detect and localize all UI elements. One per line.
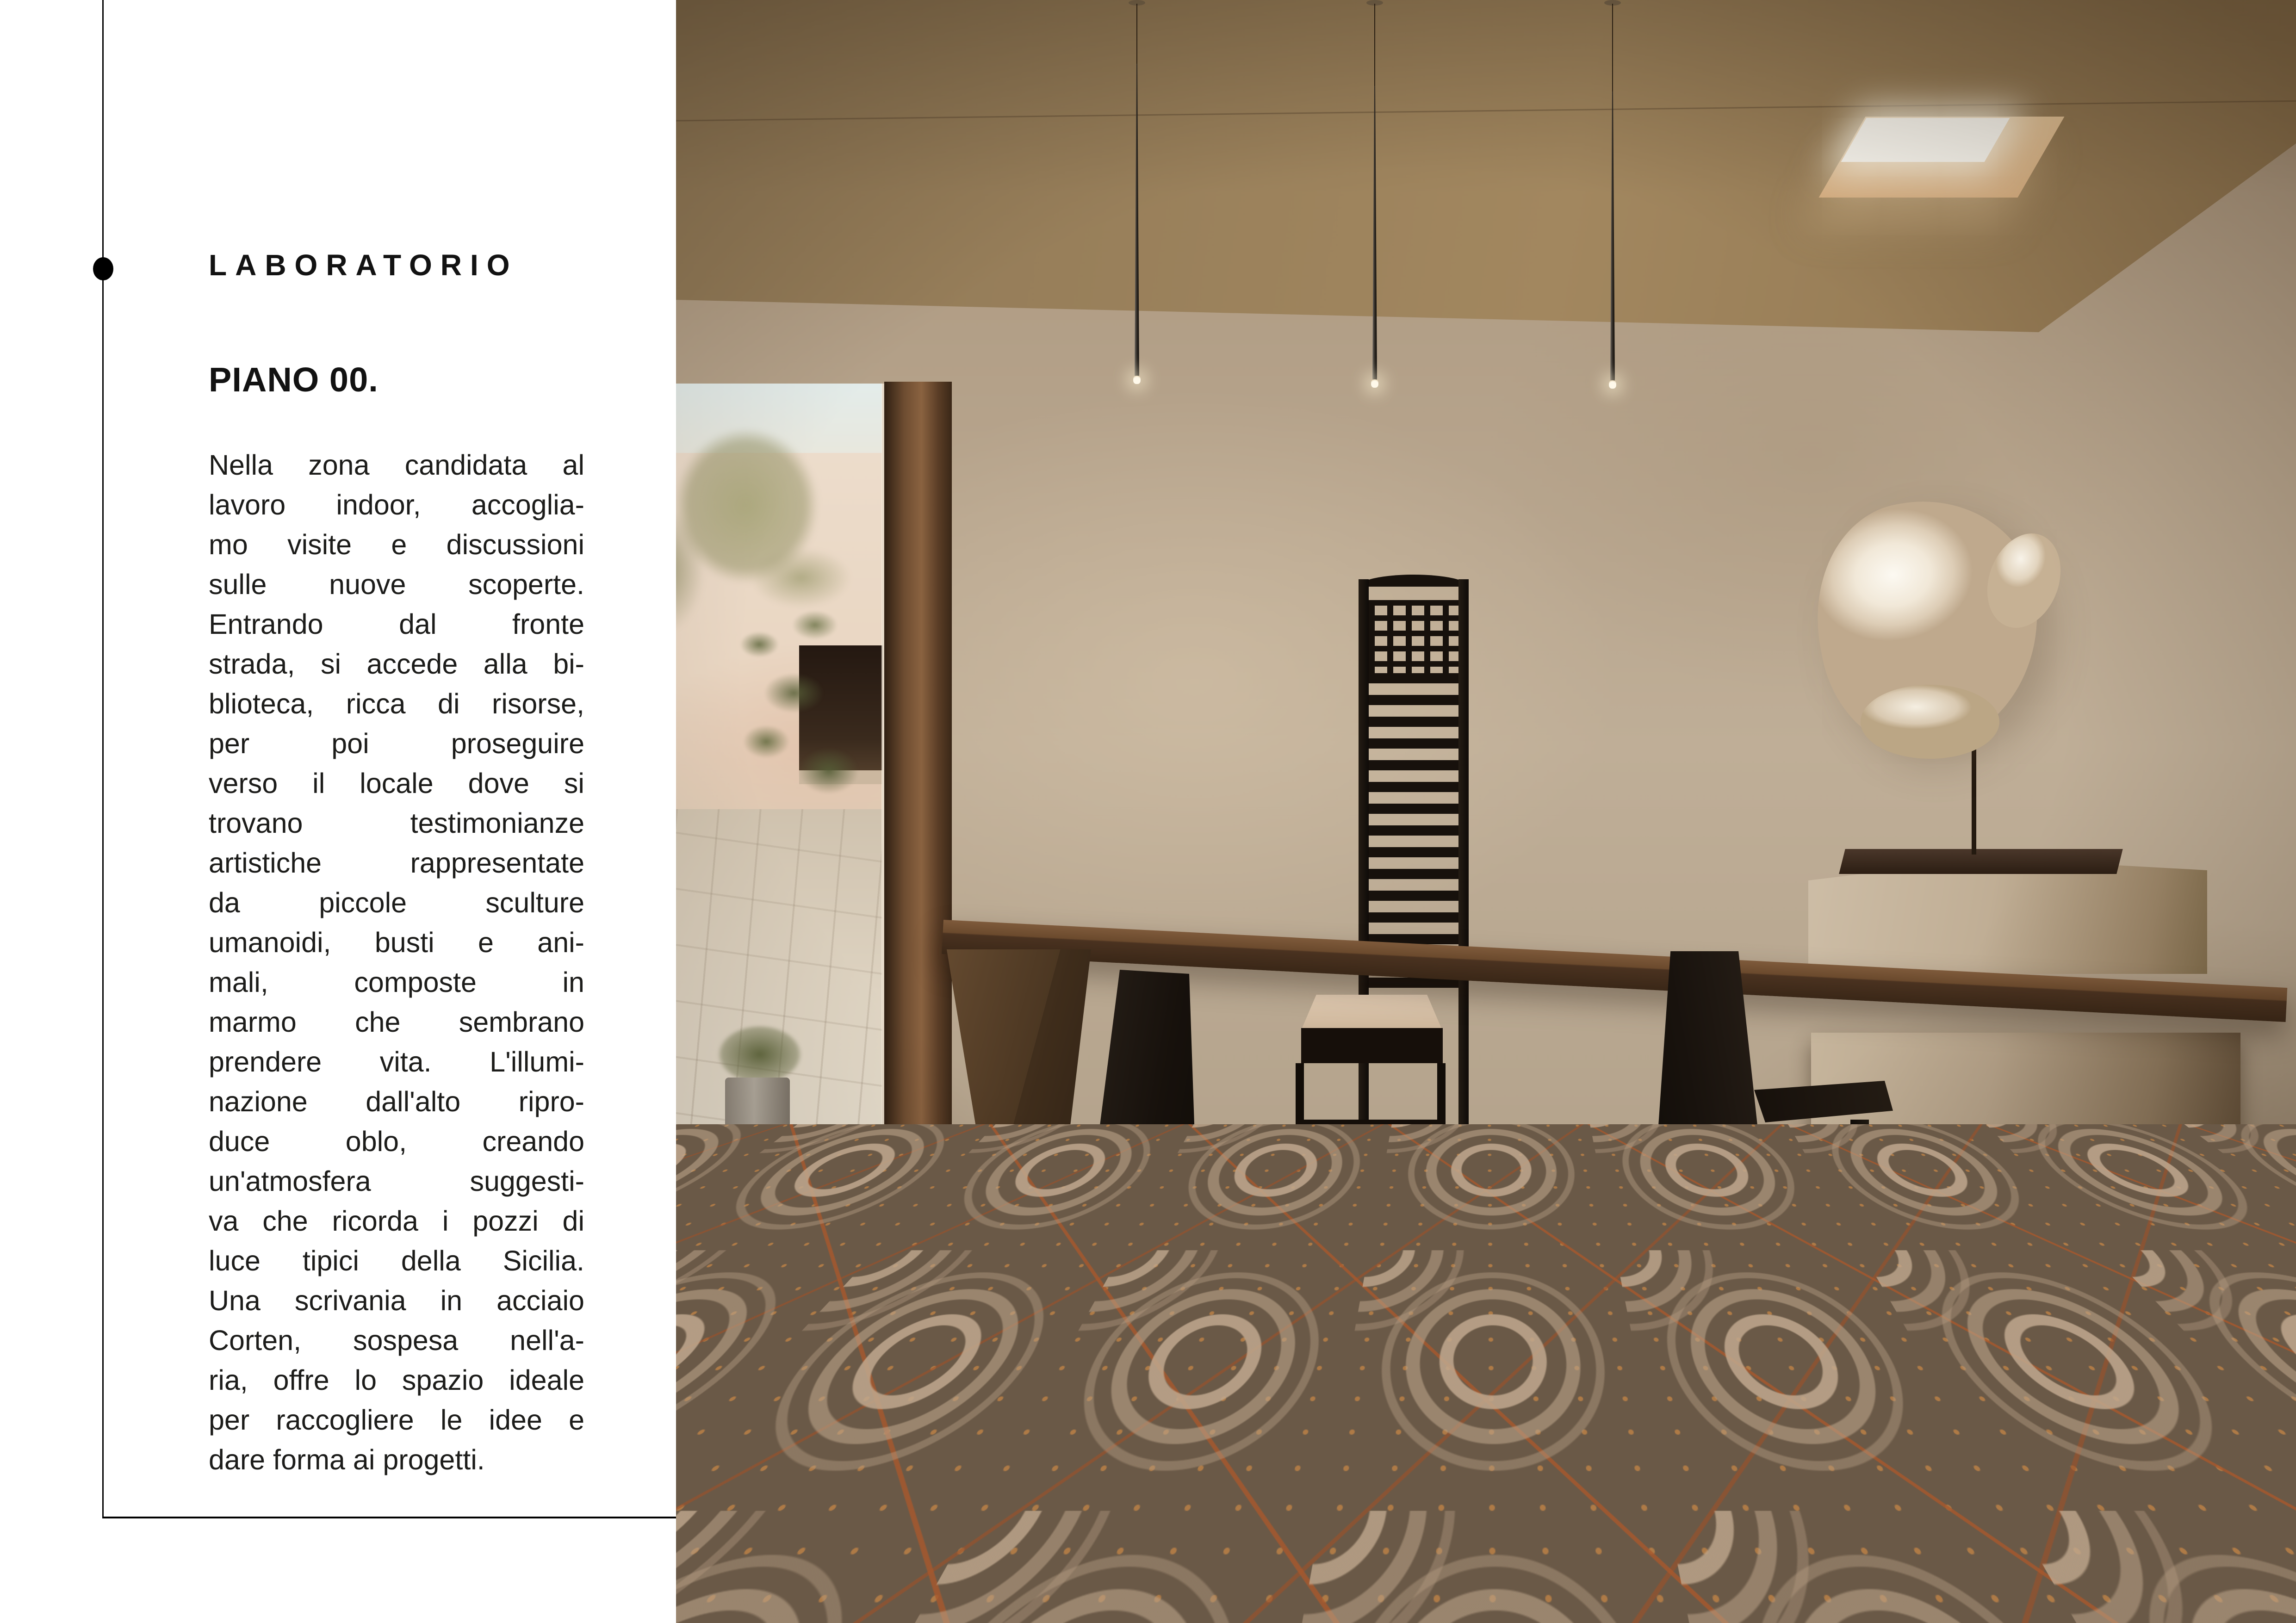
body-line: strada, si accede alla bi- (209, 648, 584, 680)
body-paragraph (209, 445, 584, 1480)
body-line: lavoro indoor, accoglia- (209, 489, 584, 520)
body-line: va che ricorda i pozzi di (209, 1205, 584, 1237)
body-line: dare forma ai progetti. (209, 1444, 485, 1475)
body-line: sulle nuove scoperte. (209, 569, 584, 600)
body-line: Una scrivania in acciaio (209, 1285, 584, 1316)
body-line: nazione dall'alto ripro- (209, 1086, 584, 1117)
body-line: mo visite e discussioni (209, 529, 584, 560)
side-chair-left-leg (1302, 1157, 1320, 1378)
pendant-rod (1135, 64, 1139, 378)
body-line: Corten, sospesa nell'a- (209, 1325, 584, 1356)
pedestal-lower-block (1811, 1033, 2240, 1264)
side-chair-right-leg (1850, 1120, 1869, 1372)
body-line: marmo che sembrano (209, 1006, 584, 1038)
body-line: per raccogliere le idee e (209, 1404, 584, 1436)
interior-render-photo (676, 0, 2296, 1623)
pendant-light-tip (1133, 376, 1141, 384)
body-line: ria, offre lo spazio ideale (209, 1364, 584, 1396)
pendant-light (1128, 0, 1146, 601)
pendant-wire (1374, 4, 1375, 86)
sculpture-base-plate (1839, 849, 2122, 874)
courtyard-view (676, 384, 882, 1170)
pendant-rod (1610, 92, 1615, 383)
chair-seat-cushion (1291, 995, 1449, 1028)
body-line: trovano testimonianze (209, 807, 584, 839)
door-lintel (676, 345, 954, 384)
floor-heading: PIANO 00. (209, 360, 379, 399)
pendant-light-tip (1371, 379, 1378, 388)
body-line: blioteca, ricca di risorse, (209, 688, 584, 719)
pendant-rod (1372, 86, 1377, 382)
body-line: verso il locale dove si (209, 768, 584, 799)
body-line: mali, composte in (209, 966, 584, 998)
doorway (676, 345, 954, 1177)
body-line: da piccole sculture (209, 887, 584, 918)
pendant-light (1365, 0, 1384, 601)
door-jamb (884, 382, 952, 1177)
body-line: Nella zona candidata al (209, 449, 584, 481)
page-title: LABORATORIO (209, 248, 518, 282)
body-line: umanoidi, busti e ani- (209, 927, 584, 958)
frame-vertical-line (102, 0, 104, 1518)
body-line: Entrando dal fronte (209, 608, 584, 640)
divider-line (676, 1516, 2264, 1523)
bullet-marker (93, 257, 113, 280)
pendant-light-tip (1609, 380, 1616, 389)
climbing-vine (732, 606, 870, 800)
sculpture-stand-rod (1972, 746, 1976, 855)
chair-front-right-leg (1437, 1063, 1446, 1378)
pedestal-upper-block (1808, 858, 2207, 974)
text-panel (0, 0, 676, 1623)
body-line: per poi proseguire (209, 728, 584, 759)
body-line: un'atmosfera suggesti- (209, 1165, 584, 1197)
pendant-light (1603, 0, 1622, 601)
body-line: artistiche rappresentate (209, 847, 584, 879)
skylight (1841, 118, 2010, 162)
side-chair-left-seat-edge (1029, 1146, 1068, 1176)
pendant-wire (1612, 4, 1613, 92)
pendant-wire (1136, 4, 1137, 64)
chair-apron (1301, 1028, 1443, 1063)
chair-grid-back (1369, 600, 1458, 673)
body-line: luce tipici della Sicilia. (209, 1245, 584, 1276)
frame-horizontal-line (102, 1517, 676, 1518)
sculpture-hip (1861, 685, 1999, 759)
body-line: duce oblo, creando (209, 1126, 584, 1157)
body-line: prendere vita. L'illumi- (209, 1046, 584, 1078)
